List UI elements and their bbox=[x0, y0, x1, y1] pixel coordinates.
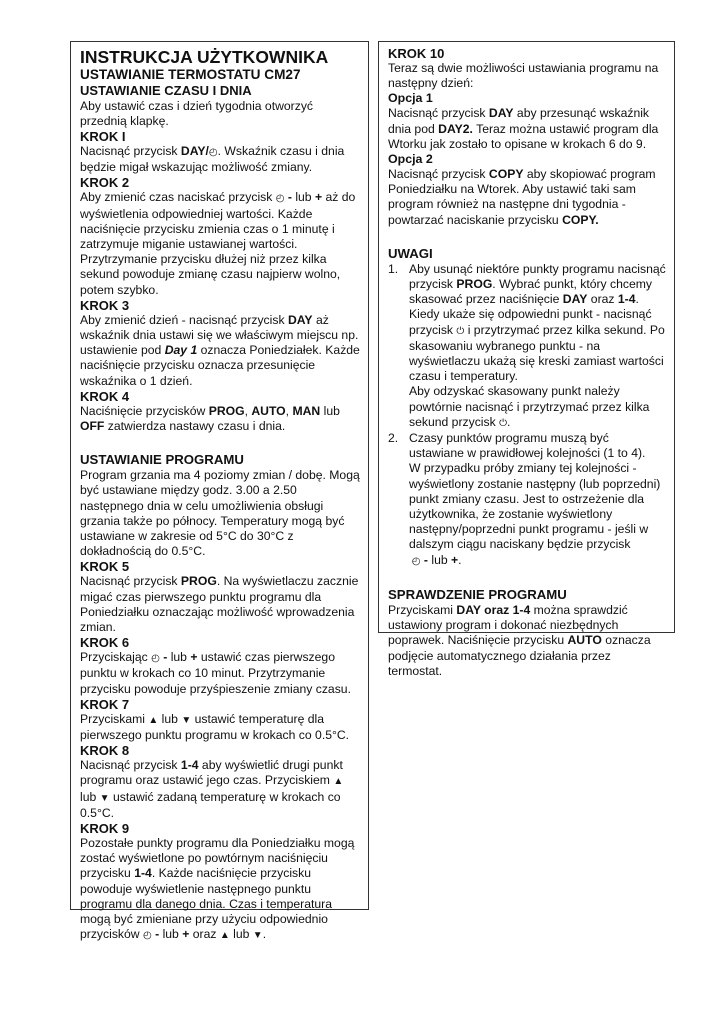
time-section-intro: Aby ustawić czas i dzień tygodnia otworzyć przednią klapkę. bbox=[80, 98, 314, 128]
triangle-up-icon: ▲ bbox=[148, 714, 159, 726]
list-item: 2. Czasy punktów programu muszą być ustawiane w prawidłowej kolejności (1 to 4). W przypadku próby zmiany tej kolejności - wyświetlony zostanie następny (lub poprzedni) punkt zmiany czasu. Jest to ostrzeżenie dla użytkownika, że zostanie wyświetlony następny/poprzedni punkt programu - jeśli w dalszym ciągu naciskany będzie przycisk ◴ - lub +. bbox=[388, 431, 661, 567]
clock-icon: ◴ bbox=[275, 193, 285, 205]
triangle-down-icon: ▼ bbox=[252, 930, 263, 942]
check-section-text: Przyciskami DAY oraz 1-4 można sprawdzić ustawiony program i dokonać niezbędnych poprawek. Naciśnięcie przycisku AUTO oznacza podjęcie automatycznego działania przez termostat. bbox=[388, 602, 651, 678]
step-7-text: Przyciskami ▲ lub ▼ ustawić temperaturę dla pierwszego punktu programu w krokach co 0.5°C. bbox=[80, 711, 350, 742]
triangle-down-icon: ▼ bbox=[99, 792, 110, 804]
step-10-intro: Teraz są dwie możliwości ustawiania programu na następny dzień: bbox=[388, 61, 659, 91]
step-2-label: KROK 2 bbox=[80, 175, 130, 191]
clock-icon: ◴ bbox=[409, 555, 421, 567]
step-6-label: KROK 6 bbox=[80, 635, 130, 651]
step-4-label: KROK 4 bbox=[80, 388, 130, 404]
check-section-heading: SPRAWDZENIE PROGRAMU bbox=[388, 586, 567, 602]
step-1-label: KROK I bbox=[80, 128, 126, 144]
step-9-text: Pozostałe punkty programu dla Poniedziałku mogą zostać wyświetlone po powtórnym naciśnięciu przycisku 1-4. Każde naciśnięcie przycisku powoduje wyświetlenie następnego punktu programu dla danego dnia. Czas i temperatura mogą być zmieniane przy użyciu odpowiednio przycisków ◴ - lub + oraz ▲ lub ▼. bbox=[80, 836, 355, 942]
step-5-label: KROK 5 bbox=[80, 559, 130, 575]
option-2-text: Nacisnąć przycisk COPY aby skopiować program Poniedziałku na Wtorek. Aby ustawić taki sam program również na następne dni tygodnia - powtarzać naciskanie przycisku COPY. bbox=[388, 167, 656, 227]
program-section-heading: USTAWIANIE PROGRAMU bbox=[80, 452, 244, 468]
right-column bbox=[378, 41, 675, 678]
step-6-text: Przyciskając ◴ - lub + ustawić czas pierwszego punktu w krokach co 10 minut. Przytrzymanie przycisku powoduje przyśpieszenie zmiany czasu. bbox=[80, 650, 351, 696]
step-5-text: Nacisnąć przycisk PROG. Na wyświetlaczu zacznie migać czas pierwszego punktu programu dla Poniedziałku oznaczając możliwość wprowadzenia zmian. bbox=[80, 574, 359, 634]
step-2-text: Aby zmienić czas naciskać przycisk ◴ - lub + aż do wyświetlenia odpowiedniej wartości. Każde naciśnięcie przycisku zmienia czas o 1 minutę i zatrzymuje miganie ustawianej wartości. Przytrzymanie przycisku dłużej niż przez kilka sekund powoduje zmianę czasu najpierw wolno, potem szybko. bbox=[80, 190, 356, 297]
step-8-label: KROK 8 bbox=[80, 743, 130, 759]
option-1-label: Opcja 1 bbox=[388, 91, 433, 106]
notes-list bbox=[388, 262, 666, 569]
option-1-text: Nacisnąć przycisk DAY aby przesunąć wskaźnik dnia pod DAY2. Teraz można ustawić program dla Wtorku jak zostało to opisane w krokach 6 do 9. bbox=[388, 106, 659, 151]
triangle-up-icon: ▲ bbox=[333, 776, 344, 788]
step-7-label: KROK 7 bbox=[80, 696, 130, 712]
document-title: INSTRUKCJA UŻYTKOWNIKA bbox=[80, 47, 329, 67]
step-1-text: Nacisnąć przycisk DAY/◴. Wskaźnik czasu i dnia będzie migał wskazując możliwość zmiany. bbox=[80, 143, 345, 175]
step-9-label: KROK 9 bbox=[80, 821, 130, 837]
clock-icon: ◴ bbox=[151, 653, 160, 665]
clock-icon: ◴ bbox=[142, 930, 152, 942]
time-section-heading: USTAWIANIE CZASU I DNIA bbox=[80, 83, 252, 98]
triangle-down-icon: ▼ bbox=[181, 714, 192, 726]
list-item: 1. Aby usunąć niektóre punkty programu nacisnąć przycisk PROG. Wybrać punkt, który chcemy skasować przez naciśnięcie DAY oraz 1-4. Kiedy ukaże się odpowiedni punkt - nacisnąć przycisk ⏻ i przytrzymać przez kilka sekund. Po skasowaniu wybranego punktu - na wyświetlaczu ukażą się kreski zamiast wartości czasu i temperatury. Aby odzyskać skasowany punkt należy powtórnie nacisnąć i przytrzymać przez kilka sekund przycisk ⏻. bbox=[388, 261, 666, 429]
clock-icon: ◴ bbox=[208, 146, 218, 158]
step-3-text: Aby zmienić dzień - nacisnąć przycisk DAY aż wskaźnik dnia ustawi się we właściwym miejscu np. ustawienie pod Day 1 oznacza Poniedziałek. Każde naciśnięcie przycisku oznacza przesunięcie wskaźnika o 1 dzień. bbox=[80, 312, 360, 388]
step-4-text: Naciśnięcie przycisków PROG, AUTO, MAN lub OFF zatwierdza nastawy czasu i dnia. bbox=[80, 403, 340, 433]
step-8-text: Nacisnąć przycisk 1-4 aby wyświetlić drugi punkt programu oraz ustawić jego czas. Przyciskiem ▲ lub ▼ ustawić zadaną temperaturę w krokach co 0.5°C. bbox=[80, 758, 344, 820]
power-button-icon: ⏻ bbox=[456, 325, 465, 337]
left-column bbox=[70, 41, 369, 942]
power-button-icon: ⏻ bbox=[499, 417, 508, 429]
program-section-intro: Program grzania ma 4 poziomy zmian / dobę. Mogą być ustawiane między godz. 3.00 a 2.50 następnego dnia w celu umożliwienia obsługi grzania także po północy. Temperatury mogą być ustawiane w zakresie od 5°C do 30°C z dokładnością do 0.5°C. bbox=[80, 468, 360, 559]
option-2-label: Opcja 2 bbox=[388, 152, 433, 167]
notes-heading: UWAGI bbox=[388, 245, 433, 261]
step-10-label: KROK 10 bbox=[388, 46, 445, 61]
document-subtitle: USTAWIANIE TERMOSTATU CM27 bbox=[80, 67, 301, 82]
triangle-up-icon: ▲ bbox=[219, 930, 230, 942]
step-3-label: KROK 3 bbox=[80, 297, 130, 313]
